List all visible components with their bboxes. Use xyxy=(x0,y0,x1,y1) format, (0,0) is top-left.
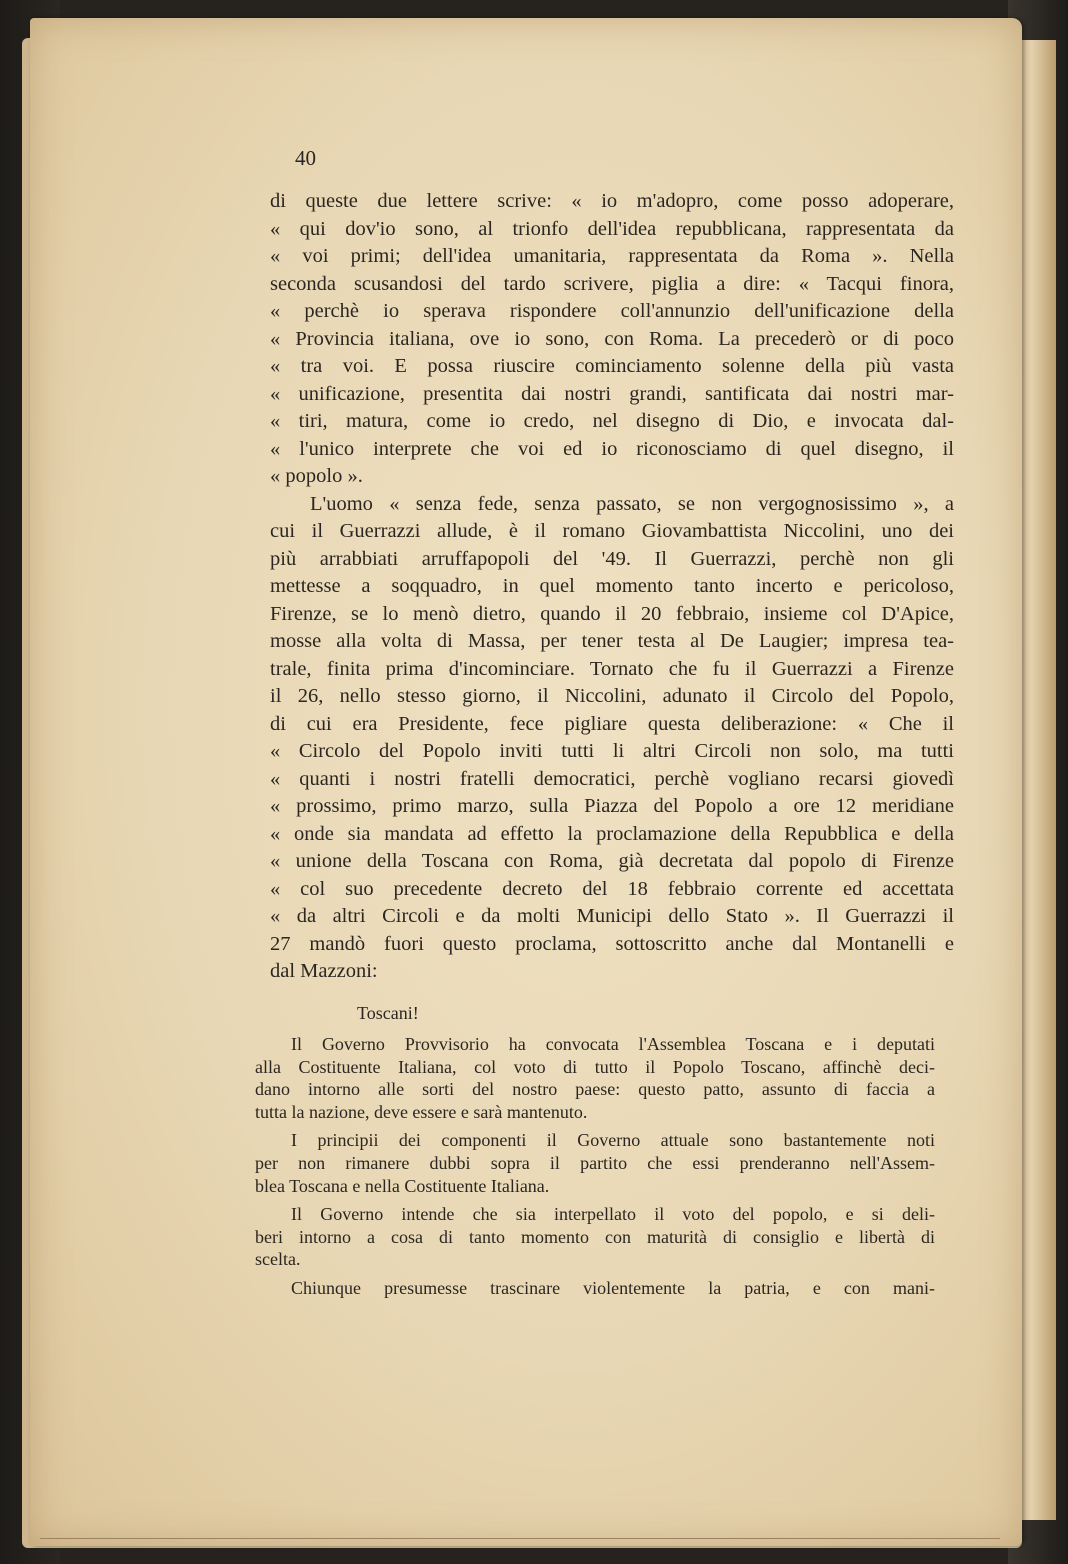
text-line: dano intorno alle sorti del nostro paese: questo patto, assunto di faccia a xyxy=(255,1079,935,1100)
text-line: « tiri, matura, come io credo, nel disegno di Dio, e invocata dal- xyxy=(270,410,954,432)
text-line: « unificazione, presentita dai nostri grandi, santificata dai nostri mar- xyxy=(270,382,954,405)
text-line: trale, finita prima d'incominciare. Tornato che fu il Guerrazzi a Firenze xyxy=(270,657,954,680)
proclamation-paragraph xyxy=(255,1277,935,1300)
proclamation-text xyxy=(255,1033,935,1306)
page-bottom-edge xyxy=(40,1538,1000,1539)
body-text xyxy=(270,188,954,986)
text-line: mosse alla volta di Massa, per tener testa al De Laugier; impresa tea- xyxy=(270,630,954,652)
text-line: « unione della Toscana con Roma, già decretata dal popolo di Firenze xyxy=(270,850,954,872)
text-line: cui il Guerrazzi allude, è il romano Giovambattista Niccolini, uno dei xyxy=(270,520,954,542)
text-line: Chiunque presumesse trascinare violentemente la patria, e con mani- xyxy=(291,1277,935,1298)
text-line: « Circolo del Popolo inviti tutti li altri Circoli non solo, ma tutti xyxy=(270,740,954,762)
text-line: blea Toscana e nella Costituente Italiana. xyxy=(255,1175,550,1196)
proclamation-paragraph xyxy=(255,1129,935,1197)
text-line: più arrabbiati arruffapopoli del '49. Il Guerrazzi, perchè non gli xyxy=(270,547,954,570)
text-line: « Provincia italiana, ove io sono, con Roma. La precederò or di poco xyxy=(270,327,954,350)
text-line: alla Costituente Italiana, col voto di tutto il Popolo Toscano, affinchè deci- xyxy=(255,1056,935,1077)
proclamation-heading: Toscani! xyxy=(357,1003,419,1023)
text-line: « l'unico interprete che voi ed io riconosciamo di quel disegno, il xyxy=(270,437,954,460)
text-line: « onde sia mandata ad effetto la proclamazione della Repubblica e della xyxy=(270,822,954,845)
text-line: « col suo precedente decreto del 18 febbraio corrente ed accettata xyxy=(270,877,954,900)
text-line: « quanti i nostri fratelli democratici, perchè vogliano recarsi giovedì xyxy=(270,767,954,790)
text-line: mettesse a soqquadro, in quel momento tanto incerto e pericoloso, xyxy=(270,575,954,597)
text-line: seconda scusandosi del tardo scrivere, piglia a dire: « Tacqui finora, xyxy=(270,272,954,295)
text-line: dal Mazzoni: xyxy=(270,960,378,982)
text-line: per non rimanere dubbi sopra il partito che essi prenderanno nell'Assem- xyxy=(255,1152,935,1173)
proclamation-paragraph xyxy=(255,1203,935,1271)
text-line: Firenze, se lo menò dietro, quando il 20 febbraio, insieme col D'Apice, xyxy=(270,602,954,625)
page-number: 40 xyxy=(295,146,316,170)
text-line: Il Governo intende che sia interpellato il voto del popolo, e si deli- xyxy=(291,1204,935,1225)
text-line: I principii dei componenti il Governo attuale sono bastantemente noti xyxy=(291,1130,935,1151)
text-line: beri intorno a cosa di tanto momento con maturità di consiglio e libertà di xyxy=(255,1226,935,1247)
text-line: « perchè io sperava rispondere coll'annunzio dell'unificazione della xyxy=(270,300,954,322)
text-line: « voi primi; dell'idea umanitaria, rappresentata da Roma ». Nella xyxy=(270,245,954,267)
text-line: « da altri Circoli e da molti Municipi dello Stato ». Il Guerrazzi il xyxy=(270,905,954,927)
text-line: « tra voi. E possa riuscire cominciamento solenne della più vasta xyxy=(270,355,954,377)
text-line: « qui dov'io sono, al trionfo dell'idea repubblicana, rappresentata da xyxy=(270,217,954,240)
text-line: « prossimo, primo marzo, sulla Piazza del Popolo a ore 12 meridiane xyxy=(270,795,954,817)
text-line: di cui era Presidente, fece pigliare questa deliberazione: « Che il xyxy=(270,712,954,735)
text-line: di queste due lettere scrive: « io m'adopro, come posso adoperare, xyxy=(270,190,954,212)
text-line: Il Governo Provvisorio ha convocata l'Assemblea Toscana e i deputati xyxy=(291,1034,935,1054)
text-line: L'uomo « senza fede, senza passato, se non vergognosissimo », a xyxy=(310,492,954,515)
text-line: tutta la nazione, deve essere e sarà mantenuto. xyxy=(255,1101,588,1122)
text-line: 27 mandò fuori questo proclama, sottoscritto anche dal Montanelli e xyxy=(270,932,954,955)
proclamation-paragraph xyxy=(255,1033,935,1123)
text-line: « popolo ». xyxy=(270,465,363,487)
text-line: scelta. xyxy=(255,1249,301,1270)
text-line: il 26, nello stesso giorno, il Niccolini, adunato il Circolo del Popolo, xyxy=(270,685,954,707)
